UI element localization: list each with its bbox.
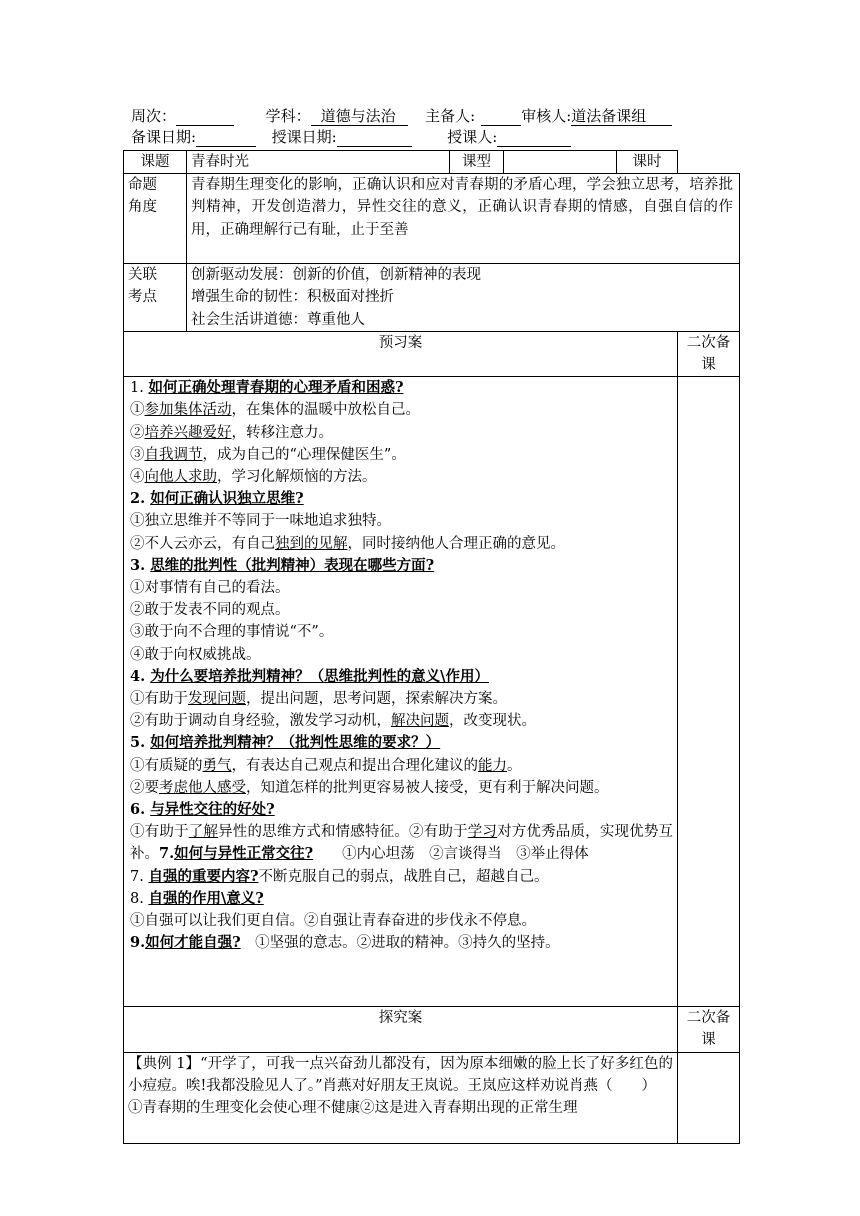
preparer-blank (481, 125, 521, 126)
related-points (187, 264, 740, 332)
example-label: 【典例 1】 (128, 1055, 201, 1072)
preview-side-notes (678, 377, 740, 1007)
week-label: 周次： (131, 107, 177, 125)
angle-label: 命题 角度 (124, 174, 187, 264)
answer-8: ①自强可以让我们更自信。②自强让青春奋进的步伐永不停息。 (130, 913, 536, 930)
topic-row (124, 151, 740, 174)
teacher-blank (497, 146, 571, 147)
explore-body-row (124, 1052, 740, 1143)
preview-title: 预习案 (124, 331, 678, 376)
answer-4-1: ①有助于发现问题，提出问题，思考问题，探索解决方案。 (130, 691, 507, 708)
example-1 (128, 1053, 673, 1097)
answer-1-2: ②培养兴趣爱好，转移注意力。 (130, 424, 333, 441)
subject-label: 学科： (265, 107, 311, 125)
question-4: 4. 为什么要培养批判精神？（思维批判性的意义\作用） (130, 667, 489, 685)
question-6: 6. 与异性交往的好处? (130, 801, 275, 819)
explore-side-title: 二次备课 (678, 1007, 740, 1052)
prep-date-label: 备课日期: (131, 128, 197, 146)
answer-1-3: ③自我调节，成为自己的“心理保健医生”。 (130, 446, 406, 463)
answer-5-2: ②要考虑他人感受，知道怎样的批判更容易被人接受，更有利于解决问题。 (130, 779, 609, 796)
question-5: 5. 如何培养批判精神？（批判性思维的要求？） (130, 734, 441, 752)
answer-3-3: ③敢于向不合理的事情说“不”。 (130, 624, 334, 641)
preview-content (124, 377, 678, 1007)
type-value (504, 151, 617, 174)
example-options: ①青春期的生理变化会使心理不健康②这是进入青春期出现的正常生理 (128, 1100, 578, 1117)
header-line-2 (131, 127, 571, 147)
angle-text: 青春期生理变化的影响，正确认识和应对青春期的矛盾心理，学会独立思考，培养批判精神，开发创造潜力，异性交往的意义，正确认识青春期的情感，自强自信的作用，正确理解行己有耻，止于至善 (187, 174, 740, 264)
topic-label: 课题 (124, 151, 187, 174)
hours-label: 课时 (617, 151, 678, 174)
teach-date-label: 授课日期: (271, 128, 337, 146)
related-row (124, 264, 740, 332)
related-point-3: 社会生活讲道德：尊重他人 (191, 311, 365, 328)
lesson-plan-table (123, 150, 740, 1144)
answer-6-and-question-7: ①有助于了解异性的思维方式和情感特征。②有助于学习对方优秀品质，实现优势互补。7.如何与异性正常交往? ①内心坦荡 ②言谈得当 ③举止得体 (130, 824, 674, 863)
header-line-1 (131, 106, 672, 126)
preparer-label: 主备人: (425, 107, 476, 125)
explore-side-notes (678, 1052, 740, 1143)
teacher-label: 授课人: (447, 128, 498, 146)
type-label: 课型 (450, 151, 504, 174)
topic-value: 青春时光 (187, 151, 450, 174)
subject-value: 道德与法治 (311, 108, 408, 126)
teach-date-blank (337, 146, 412, 147)
angle-row (124, 174, 740, 264)
answer-1-4: ④向他人求助，学习化解烦恼的方法。 (130, 469, 377, 486)
answer-2-2: ②不人云亦云，有自己独到的见解，同时接纳他人合理正确的意见。 (130, 535, 565, 552)
answer-3-2: ②敢于发表不同的观点。 (130, 602, 290, 619)
explore-header-row (124, 1007, 740, 1052)
week-blank (176, 125, 234, 126)
preview-body-row (124, 377, 740, 1007)
answer-5-1: ①有质疑的勇气，有表达自己观点和提出合理化建议的能力。 (130, 757, 522, 774)
example-text: “开学了，可我一点兴奋劲儿都没有，因为原本细嫩的脸上长了好多红色的小痘痘。唉!我都没脸见人了。”肖燕对好朋友王岚说。王岚应这样劝说肖燕（ ） (128, 1055, 673, 1094)
prep-date-blank (196, 146, 256, 147)
question-3: 3. 思维的批判性（批判精神）表现在哪些方面? (130, 556, 435, 574)
preview-header-row (124, 331, 740, 376)
answer-4-2: ②有助于调动自身经验，激发学习动机，解决问题，改变现状。 (130, 713, 536, 730)
answer-2-1: ①独立思维并不等同于一味地追求独特。 (130, 513, 391, 530)
answer-3-1: ①对事情有自己的看法。 (130, 580, 290, 597)
related-label: 关联 考点 (124, 264, 187, 332)
question-2: 2. 如何正确认识独立思维? (130, 490, 304, 508)
reviewer-label: 审核人: (521, 107, 572, 125)
answer-1-1: ①参加集体活动，在集体的温暖中放松自己。 (130, 402, 420, 419)
question-9: 9.如何才能自强? ①坚强的意志。②进取的精神。③持久的坚持。 (130, 934, 560, 952)
preview-side-title: 二次备课 (678, 331, 740, 376)
hours-value (678, 151, 740, 174)
question-1: 1. 如何正确处理青春期的心理矛盾和困惑? (130, 379, 404, 397)
related-point-2: 增强生命的韧性：积极面对挫折 (191, 289, 394, 306)
reviewer-value: 道法备课组 (571, 108, 672, 126)
explore-title: 探究案 (124, 1007, 678, 1052)
question-8: 8. 自强的作用\意义? (130, 889, 264, 907)
answer-3-4: ④敢于向权威挑战。 (130, 646, 261, 663)
question-7-self-reliance: 7. 自强的重要内容?不断克服自己的弱点，战胜自己，超越自己。 (130, 867, 549, 885)
explore-content (124, 1052, 678, 1143)
related-point-1: 创新驱动发展：创新的价值，创新精神的表现 (191, 267, 481, 284)
